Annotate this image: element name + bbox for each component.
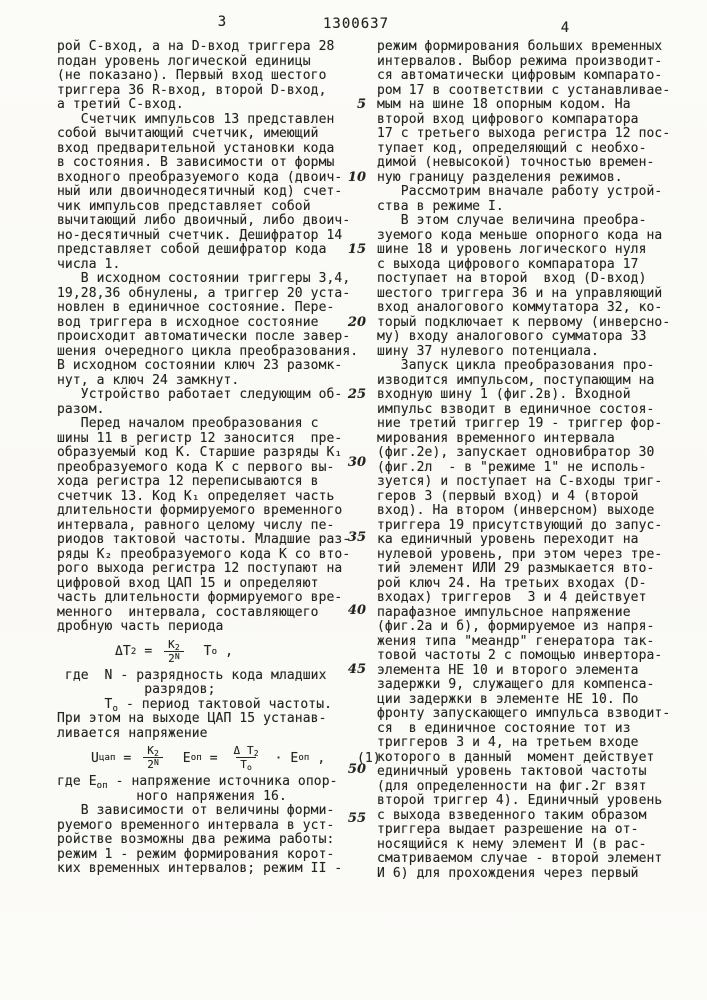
text-line: (не показано). Первый вход шестого: [57, 68, 327, 83]
text-line: тий элемент ИЛИ 29 размыкается вто-: [377, 561, 655, 576]
text-line: шестого триггера 36 и на управляющий: [377, 285, 663, 301]
text-line: триггера 19 присутствующий до запус-: [377, 517, 663, 533]
text-line: мирования временного интервала: [377, 430, 615, 446]
line-number: 5: [356, 97, 366, 112]
text-line: хода регистра 12 переписываются в: [57, 474, 319, 489]
formula-f2: U цап = $\frac{K_2}{2^N}$ E оп = $\frac{\Delta T_2}{T_о}$ · E оп , (1): [91, 744, 381, 772]
line-number: 10: [347, 170, 366, 185]
text-line: 19,28,36 обнулены, а триггер 20 уста-: [57, 285, 351, 301]
text-line: Перед началом преобразования с: [57, 416, 319, 431]
text-line: менного интервала, составляющего: [57, 604, 319, 620]
text-line: режим 1 - режим формирования корот-: [57, 846, 335, 862]
fraction: $\frac{\Delta T_2}{T_о}$: [233, 744, 259, 772]
text-column-left: [57, 39, 381, 877]
text-line: шине 18 и уровень логического нуля: [377, 242, 647, 257]
text-line: числа 1.: [57, 256, 121, 272]
text-line: нулевой уровень, при этом через тре-: [377, 546, 663, 562]
text-line: ства в режиме I.: [377, 198, 504, 214]
text-line: торый подключает к первому (инверсно-: [377, 314, 671, 330]
text-line: счетчик 13. Код К₁ определяет часть: [57, 488, 335, 504]
text-line: рой С-вход, а на D-вход триггера 28: [57, 39, 335, 54]
text-line: Запуск цикла преобразования про-: [377, 358, 655, 373]
text-line: ка единичный уровень переходит на: [377, 532, 639, 547]
text-line: режим формирования больших временных: [377, 39, 663, 54]
line-number: 30: [347, 455, 366, 470]
text-line: Устройство работает следующим об-: [57, 387, 343, 402]
text-line: ный или двоичнодесятичный код) счет-: [57, 184, 343, 199]
line-number: 40: [347, 603, 366, 618]
text-line: ся автоматически цифровым компарато-: [377, 68, 663, 83]
text-line: входах) триггеров 3 и 4 действует: [377, 590, 647, 605]
text-line: вход предварительной установки кода: [57, 140, 335, 156]
text-line: цифровой вход ЦАП 15 и определяют: [57, 575, 319, 591]
text-line: элемента НЕ 10 и второго элемента: [377, 662, 639, 678]
text-line: руемого временного интервала в уст-: [57, 817, 335, 833]
text-line: триггера выдает разрешение на от-: [377, 822, 639, 837]
text-line: носящийся к нему элемент И (в рас-: [377, 836, 647, 852]
text-line: ние третий триггер 19 - триггер фор-: [377, 416, 663, 431]
text-line: чик импульсов представляет собой: [57, 198, 311, 214]
text-line: которого в данный момент действует: [377, 749, 655, 765]
text-line: Счетчик импульсов 13 представлен: [57, 111, 335, 127]
text-line: разрядов;: [57, 682, 216, 697]
text-line: И 6) для прохождения через первый: [377, 865, 639, 881]
line-number: 50: [347, 762, 366, 777]
text-line: ких временных интервалов; режим II -: [57, 861, 343, 876]
text-line: интервала, равного целому числу пе-: [57, 517, 335, 533]
text-line: нут, а ключ 24 замкнут.: [57, 372, 240, 388]
text-line: (фиг.2л - в "режиме 1" не исполь-: [377, 459, 647, 475]
line-number: 15: [347, 242, 366, 257]
fraction: $\frac{K_2}{2^N}$: [164, 639, 184, 665]
text-line: вод триггера в исходное состояние: [57, 314, 319, 330]
text-line: импульс взводит в единичное состоя-: [377, 401, 655, 417]
text-line: разом.: [57, 401, 105, 417]
text-line: рого выхода регистра 12 поступают на: [57, 561, 343, 576]
text-line: подан уровень логической единицы: [57, 53, 311, 69]
text-line: жения типа "меандр" генератора так-: [377, 633, 655, 649]
text-line: димой (невысокой) точностью времен-: [377, 155, 655, 170]
text-line: геров 3 (первый вход) и 4 (второй: [377, 488, 639, 504]
text-line: дробную часть периода: [57, 619, 224, 634]
text-line: а третий С-вход.: [57, 97, 184, 112]
text-line: В исходном состоянии триггеры 3,4,: [57, 271, 351, 286]
text-line: (фиг.2е), запускает одновибратор 30: [377, 445, 655, 460]
text-line: зуемого кода меньше опорного кода на: [377, 227, 663, 243]
text-line: поступает на второй вход (D-вход): [377, 271, 647, 286]
text-line: ного напряжения 16.: [57, 788, 287, 804]
text-line: но-десятичный счетчик. Дешифратор 14: [57, 227, 343, 243]
text-line: При этом на выходе ЦАП 15 устанав-: [57, 711, 327, 726]
document-number: 1300637: [322, 16, 390, 32]
text-line: триггеров 3 и 4, на третьем входе: [377, 735, 639, 750]
text-line: ряды К₂ преобразуемого кода К со вто-: [57, 546, 351, 562]
text-line: в состояния. В зависимости от формы: [57, 155, 335, 170]
text-line: с выхода цифрового компаратора 17: [377, 256, 639, 272]
text-line: ную границу разделения режимов.: [377, 169, 623, 185]
line-number: 35: [347, 530, 366, 545]
text-line: ройстве возможны два режима работы:: [57, 832, 335, 847]
text-line: второй триггер 4). Единичный уровень: [377, 793, 663, 808]
text-line: вход аналогового коммутатора 32, ко-: [377, 300, 663, 315]
text-line: входного преобразуемого кода (двоич-: [57, 169, 343, 185]
text-line: 17 с третьего выхода регистра 12 пос-: [377, 126, 671, 141]
text-line: В исходном состоянии ключ 23 разомк-: [57, 358, 343, 373]
text-line: происходит автоматически после завер-: [57, 329, 351, 344]
text-line: Рассмотрим вначале работу устрой-: [377, 184, 663, 199]
text-line: (фиг.2а и б), формируемое из напря-: [377, 619, 655, 634]
text-line: (для определенности на фиг.2г взят: [377, 778, 647, 794]
text-line: второй вход цифрового компаратора: [377, 111, 639, 127]
text-line: ся в единичное состояние тот из: [377, 720, 631, 736]
text-line: шения очередного цикла преобразования.: [57, 343, 359, 359]
text-line: где $Е_{оп}$ - напряжение источника опор-: [57, 774, 338, 791]
text-line: вход). На втором (инверсном) выходе: [377, 503, 655, 518]
text-line: новлен в единичное состояние. Пере-: [57, 300, 335, 315]
text-line: му) входу аналогового сумматора 33: [377, 329, 647, 344]
text-line: единичный уровень тактовой частоты: [377, 764, 647, 779]
text-line: зуется) и поступает на С-входы триг-: [377, 474, 663, 489]
fraction: $\frac{K_2}{2^N}$: [143, 745, 163, 771]
text-line: В этом случае величина преобра-: [377, 213, 647, 228]
page-number-right: 4: [560, 20, 570, 36]
text-line: задержки 9, служащего для компенса-: [377, 677, 655, 692]
text-line: ром 17 в соответствии с устанавливае-: [377, 82, 671, 98]
line-number: 20: [347, 315, 366, 330]
line-number-gutter: [336, 40, 368, 940]
formula-f1: ΔT 2 = $\frac{K_2}{2^N}$ T о ,: [115, 637, 233, 665]
text-line: длительности формируемого временного: [57, 503, 343, 518]
text-line: $Т_о$ - период тактовой частоты.: [57, 696, 333, 714]
text-line: тупает код, определяющий с необхо-: [377, 140, 647, 156]
line-number: 55: [347, 811, 366, 826]
text-line: представляет собой дешифратор кода: [57, 242, 327, 257]
text-line: парафазное импульсное напряжение: [377, 604, 631, 620]
text-line: ливается напряжение: [57, 725, 208, 741]
text-line: изводится импульсом, поступающим на: [377, 372, 655, 388]
text-line: В зависимости от величины форми-: [57, 803, 335, 818]
text-line: товой частоты 2 с помощью инвертора-: [377, 648, 663, 663]
text-line: собой вычитающий счетчик, имеющий: [57, 126, 319, 141]
text-line: мым на шине 18 опорным кодом. На: [377, 97, 631, 112]
text-column-right: [377, 40, 691, 881]
text-line: фронту запускающего импульса взводит-: [377, 706, 671, 721]
text-line: сматриваемом случае - второй элемент: [377, 851, 663, 866]
text-line: рой ключ 24. На третьих входах (D-: [377, 575, 647, 591]
text-line: с выхода взведенного таким образом: [377, 807, 647, 823]
text-line: преобразуемого кода К с первого вы-: [57, 459, 335, 475]
text-line: где N - разрядность кода младших: [57, 667, 327, 683]
line-number: 25: [347, 387, 366, 402]
text-line: часть длительности формируемого вре-: [57, 590, 343, 605]
line-number: 45: [347, 662, 366, 677]
text-line: образуемый код К. Старшие разряды К₁: [57, 445, 343, 460]
text-line: шины 11 в регистр 12 заносится пре-: [57, 430, 343, 446]
text-line: риодов тактовой частоты. Младшие раз-: [57, 532, 351, 547]
text-line: вычитающий либо двоичный, либо двоич-: [57, 213, 351, 228]
page-number-left: 3: [217, 14, 227, 30]
text-line: интервалов. Выбор режима производит-: [377, 53, 663, 69]
text-line: ции задержки в элементе НЕ 10. По: [377, 691, 639, 707]
text-line: шину 37 нулевого потенциала.: [377, 343, 599, 359]
text-line: триггера 36 R-вход, второй D-вход,: [57, 82, 327, 98]
text-line: входную шину 1 (фиг.2в). Входной: [377, 387, 631, 402]
